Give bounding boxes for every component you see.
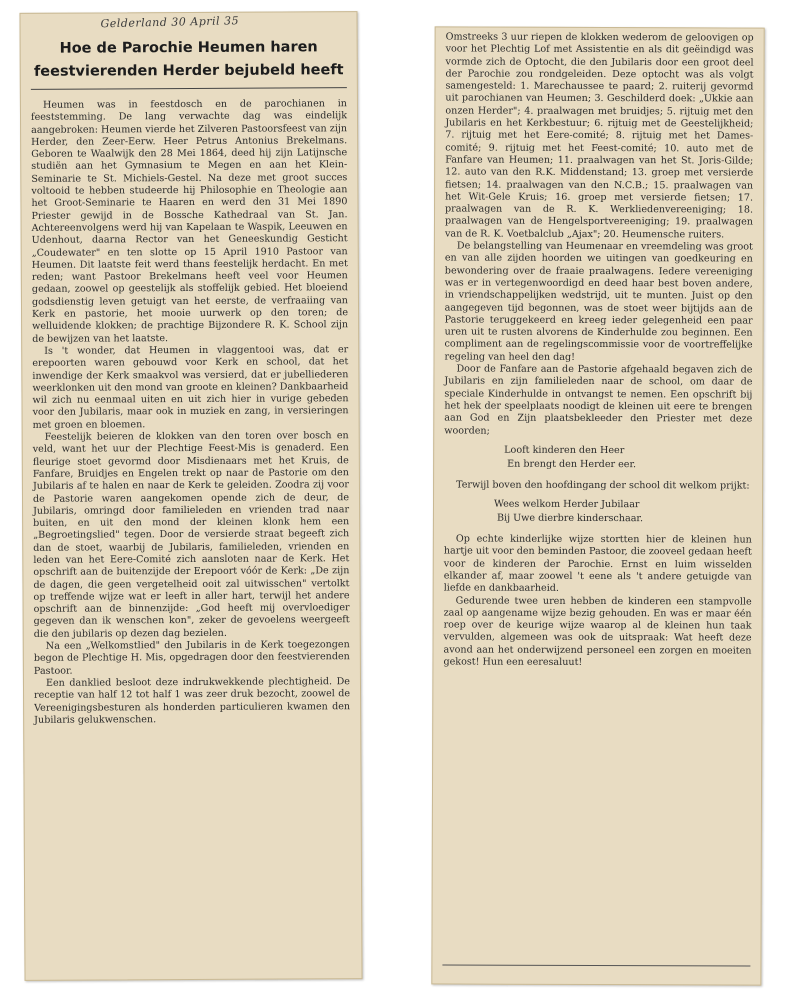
- left-newspaper-clipping: [19, 11, 362, 981]
- left-paragraph-3: Feestelijk beieren de klokken van den toren over bosch en veld, want het uur der Plechtige Feest-Mis is genaderd. Een fleurige stoet gevormd door Misdienaars met het Kruis, de Fanfare, Bruidjes en Engelen trekt op naar de Pastorie om den Jubilaris af te halen en naar de Kerk te geleiden. Zoodra zij voor de Pastorie waren aangekomen opende zich de deur, de Jubilaris, omringd door familieleden en vrienden trad naar buiten, en uit den mond der kleinen klonk hem een „Begroetingslied" tegen. Door de versierde straat begeeft zich dan de stoet, waarbij de Jubilaris, familieleden, vrienden en leden van het Eere-Comité zich aansloten naar de Kerk. Het opschrift aan de buitenzijde der Erepoort vóór de Kerk: „De zijn de dagen, die geen vergetelheid ooit zal uitwisschen" vertolkt op treffende wijze wat er leeft in aller hart, terwijl het andere opschrift aan de binnenzijde: „God heeft mij overvloediger gegeven dan ik wenschen kon", zeker de gevoelens weergeeft die den jubilaris op dezen dag bezielen.: [32, 430, 350, 640]
- left-paragraph-1: Heumen was in feestdosch en de parochianen in feeststemming. De lang verwachte dag was eindelijk aangebroken: Heumen vierde het Zilveren Pastoorsfeest van zijn Herder, den Zeer-Eerw. Heer Petrus Antonius Brekelmans. Geboren te Waalwijk den 28 Mei 1864, deed hij zijn Latijnsche studiën aan het Gymnasium te Megen en aan het Klein-Seminarie te St. Michiels-Gestel. Na deze met groot succes voltooid te hebben studeerde hij Philosophie en Theologie aan het Groot-Seminarie te Haaren en werd den 31 Mei 1890 Priester gewijd in de Bossche Kathedraal van St. Jan. Achtereenvolgens werd hij van Kapelaan te Waspik, Leeuwen en Udenhout, daarna Rector van het Geneeskundig Gesticht „Coudewater" en ten slotte op 15 April 1910 Pastoor van Heumen. Dit laatste feit werd thans feestelijk herdacht. En met reden; want Pastoor Brekelmans heeft veel voor Heumen gedaan, zoowel op geestelijk als stoffelijk gebied. Het bloeiend godsdienstig leven getuigt van het eerste, de verfraaiing van Kerk en pastorie, het mooie uurwerk op den toren; de welluidende klokken; de prachtige Bijzondere R. K. School zijn de bewijzen van het laatste.: [30, 98, 349, 345]
- handwritten-date-note: Gelderland 30 April 35: [100, 14, 240, 31]
- right-newspaper-clipping: [431, 26, 764, 985]
- verse-1-line-1: Looft kinderen den Heer: [504, 444, 625, 456]
- right-paragraph-between-verses: Terwijl boven den hoofdingang der school dit welkom prijkt:: [456, 479, 750, 492]
- right-paragraph-1: Omstreeks 3 uur riepen de klokken wederom de geloovigen op voor het Plechtig Lof met Assistentie en als dit geëindigd was vormde zich de Optocht, die den Jubilaris door een groot deel der Parochie zou rondgeleiden. Deze optocht was als volgt samengesteld: 1. Marechaussee te paard; 2. ruiterij gevormd uit parochianen van Heumen; 3. Geschilderd doek: „Ukkie aan onzen Herder"; 4. praalwagen met bruidjes; 5. rijtuig met den Jubilaris en het Kerkbestuur; 6. rijtuig met de Geestelijkheid; 7. rijtuig met het Eere-comité; 8. rijtuig met het Dames-comité; 9. rijtuig met het Feest-comité; 10. auto met de Fanfare van Heumen; 11. praalwagen van het St. Joris-Gilde; 12. auto van den R.K. Middenstand; 13. groep met versierde fietsen; 14. praalwagen van den N.C.B.; 15. praalwagen van het Wit-Gele Kruis; 16. groep met versierde fietsen; 17. praalwagen van de R. K. Werkliedenvereeniging; 18. praalwagen van de Hengelsportvereeniging; 19. praalwagen van de R. K. Voetbalclub „Ajax"; 20. Heumensche ruiters.: [444, 31, 754, 241]
- verse-school-gate: [504, 443, 752, 472]
- headline-divider: [31, 87, 347, 90]
- article-headline: Hoe de Parochie Heumen haren feestvierenden Herder bejubeld heeft: [33, 39, 344, 80]
- left-paragraph-4: Na een „Welkomstlied" den Jubilaris in de Kerk toegezongen begon de Plechtige H. Mis, opgedragen door den feestvierenden Pastoor.: [33, 639, 350, 677]
- right-article-body: [433, 27, 763, 670]
- right-paragraph-2: De belangstelling van Heumenaar en vreemdeling was groot en van alle zijden hoorden we uitingen van goedkeuring en bewondering over de fraaie praalwagens. Iedere vereeniging was er in vertegenwoordigd en deed haar best boven andere, in vriendschappelijken wedstrijd, uit te munten. Juist op den aangegeven tijd begonnen, was de stoet weer bijtijds aan de Pastorie teruggekeerd en kreeg ieder gelegenheid een paar uren uit te rusten alvorens de Kinderhulde zou beginnen. Een compliment aan de regelingscommissie voor de voortreffelijke regeling van heel den dag!: [444, 240, 753, 363]
- verse-1-line-2: En brengt den Herder eer.: [507, 458, 637, 470]
- verse-school-entrance: [494, 498, 752, 527]
- left-paragraph-2: Is 't wonder, dat Heumen in vlaggentooi was, dat er erepoorten waren gebouwd voor Kerk en school, dat het inwendige der Kerk smaakvol was versierd, dat er jubelliederen weerklonken uit den mond van groote en kleinen? Dankbaarheid wil zich nu eenmaal uiten en uit zich hier in vurige gebeden voor den Jubilaris, maar ook in muziek en zang, in versieringen met groen en bloemen.: [32, 344, 349, 431]
- right-paragraph-5: Gedurende twee uren hebben de kinderen een stampvolle zaal op aangename wijze bezig gehouden. En was er maar één roep over de keurige wijze waarop al de kleinen hun taak vervulden, algemeen was ook de uitspraak: Wat heeft deze avond aan het onderwijzend personeel een zorgen en moeiten gekost! Hun een eeresaluut!: [443, 595, 752, 669]
- left-article-body: [21, 98, 360, 727]
- right-paragraph-4: Op echte kinderlijke wijze stortten hier de kleinen hun hartje uit voor den beminden Pastoor, die zooveel gedaan heeft voor de kinderen der Parochie. Ernst en luim wisselden elkander af, maar zoowel 't eene als 't andere getuigde van liefde en dankbaarheid.: [443, 533, 752, 595]
- left-paragraph-5: Een danklied besloot deze indrukwekkende plechtigheid. De receptie van half 12 tot half 1 was zeer druk bezocht, zoowel de Vereenigingsbesturen als honderden particulieren kwamen den Jubilaris gelukwenschen.: [34, 676, 351, 726]
- article-end-rule: [442, 964, 750, 966]
- verse-2-line-2: Bij Uwe dierbre kinderschaar.: [496, 512, 644, 525]
- right-paragraph-3: Door de Fanfare aan de Pastorie afgehaald begaven zich de Jubilaris en zijn familieleden naar de school, om daar de speciale Kinderhulde in ontvangst te nemen. Een opschrift bij het hek der speelplaats noodigt de kleinen uit eere te brengen aan God en Zijn plaatsbekleeder den Priester met deze woorden;: [444, 363, 753, 437]
- verse-2-line-1: Wees welkom Herder Jubilaar: [493, 498, 640, 511]
